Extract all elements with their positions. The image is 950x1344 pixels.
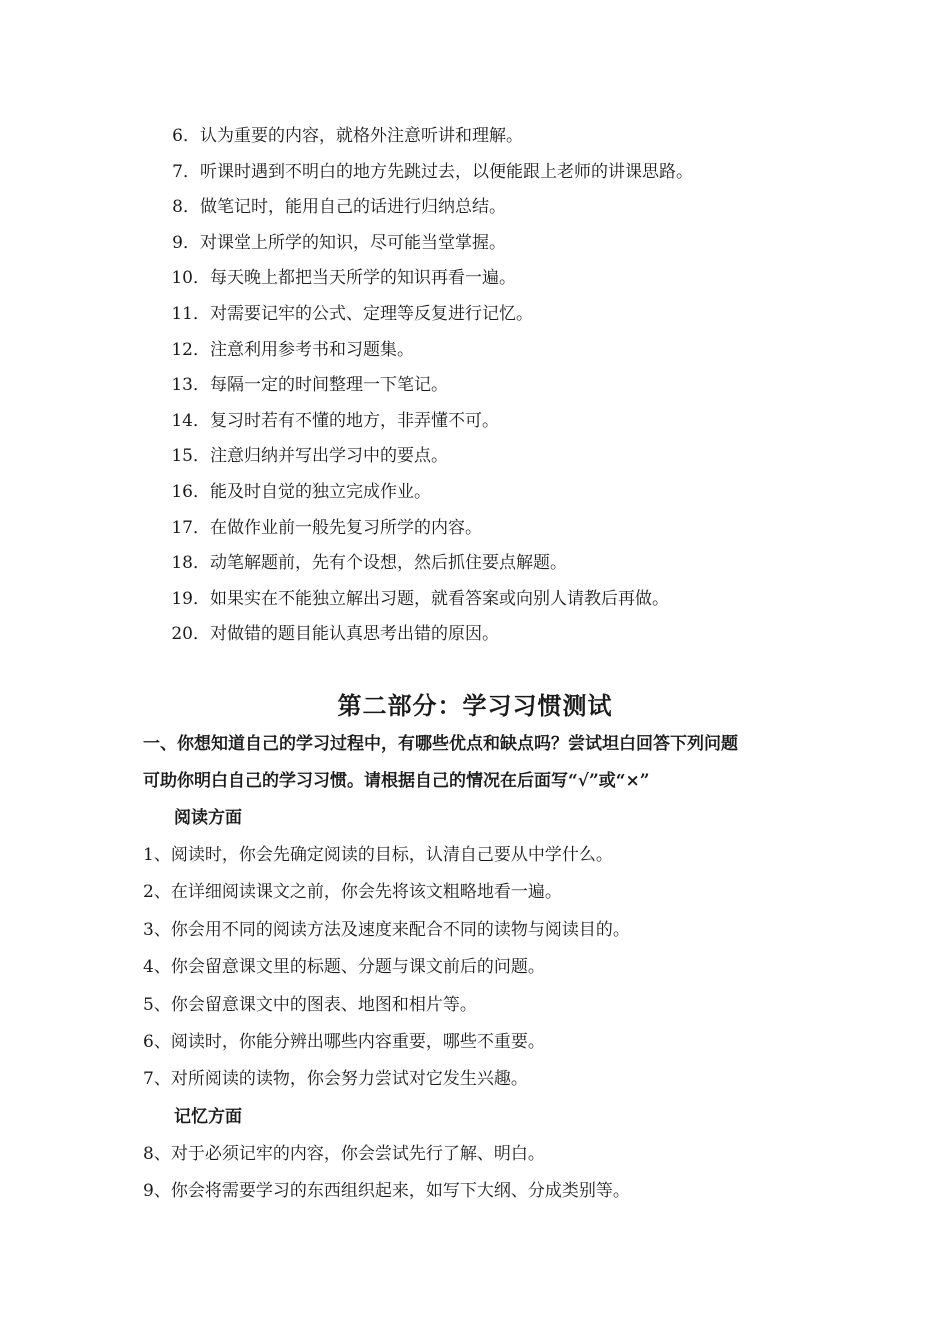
list-item [0,226,950,262]
item-text: 动笔解题前，先有个设想，然后抓住要点解题。 [210,553,567,574]
list-item: 3、你会用不同的阅读方法及速度来配合不同的读物与阅读目的。 [143,919,630,940]
intro-paragraph [143,726,823,800]
list-item [0,190,950,226]
list-item [0,155,950,191]
item-text: 注意利用参考书和习题集。 [210,339,414,360]
memory-question-list [143,1136,843,1211]
list-item [0,439,950,475]
intro-line: 一、你想知道自己的学习过程中，有哪些优点和缺点吗？尝试坦白回答下列问题 [143,734,738,754]
item-text: 在做作业前一般先复习所学的内容。 [210,517,482,538]
list-item [0,546,950,582]
list-item [0,511,950,547]
item-number: 17． [171,517,210,538]
item-number: 9． [172,232,200,253]
memory-subheading: 记忆方面 [174,1107,242,1127]
list-item [0,475,950,511]
item-number: 7． [172,161,200,182]
item-text: 注意归纳并写出学习中的要点。 [210,446,448,467]
item-number: 12． [171,339,210,360]
item-text: 每天晚上都把当天所学的知识再看一遍。 [210,268,516,289]
item-number: 13． [171,375,210,396]
section-heading: 第二部分：学习习惯测试 [337,691,613,720]
list-item [0,368,950,404]
item-text: 做笔记时，能用自己的话进行归纳总结。 [200,197,506,218]
item-number: 6． [172,126,200,146]
item-number: 10． [171,268,210,289]
item-number: 11． [171,303,210,324]
reading-question-list [143,837,843,1099]
list-item: 7、对所阅读的读物，你会努力尝试对它发生兴趣。 [143,1069,528,1090]
item-text: 如果实在不能独立解出习题，就看答案或向别人请教后再做。 [210,588,669,609]
list-item [0,333,950,369]
list-item [0,582,950,618]
item-text: 对课堂上所学的知识，尽可能当堂掌握。 [200,232,506,253]
reading-subheading: 阅读方面 [174,808,242,828]
intro-line: 可助你明白自己的学习习惯。请根据自己的情况在后面写“√”或“×” [143,771,650,791]
list-item [0,261,950,297]
list-item: 8、对于必须记牢的内容，你会尝试先行了解、明白。 [143,1144,545,1164]
item-text: 对做错的题目能认真思考出错的原因。 [210,624,499,645]
list-item [0,404,950,440]
item-text: 每隔一定的时间整理一下笔记。 [210,375,448,396]
list-item: 4、你会留意课文里的标题、分题与课文前后的问题。 [143,957,545,978]
item-text: 对需要记牢的公式、定理等反复进行记忆。 [210,303,533,324]
list-item [0,119,950,155]
item-number: 16． [171,481,210,502]
item-text: 听课时遇到不明白的地方先跳过去，以便能跟上老师的讲课思路。 [200,161,693,182]
item-number: 19． [171,588,210,609]
item-number: 14． [171,410,210,431]
list-item [0,617,950,653]
list-item: 6、阅读时，你能分辨出哪些内容重要，哪些不重要。 [143,1031,545,1052]
item-text: 能及时自觉的独立完成作业。 [210,481,431,502]
list-item [0,297,950,333]
list-item: 1、阅读时，你会先确定阅读的目标，认清自己要从中学什么。 [143,845,613,865]
item-number: 8． [172,197,200,218]
study-method-list [0,119,950,653]
item-number: 20． [171,624,210,645]
list-item: 5、你会留意课文中的图表、地图和相片等。 [143,994,477,1015]
item-number: 18． [171,553,210,574]
item-text: 认为重要的内容，就格外注意听讲和理解。 [200,126,523,146]
list-item: 2、在详细阅读课文之前，你会先将该文粗略地看一遍。 [143,882,562,903]
item-number: 15． [171,446,210,467]
item-text: 复习时若有不懂的地方，非弄懂不可。 [210,410,499,431]
list-item: 9、你会将需要学习的东西组织起来，如写下大纲、分成类别等。 [143,1181,630,1202]
